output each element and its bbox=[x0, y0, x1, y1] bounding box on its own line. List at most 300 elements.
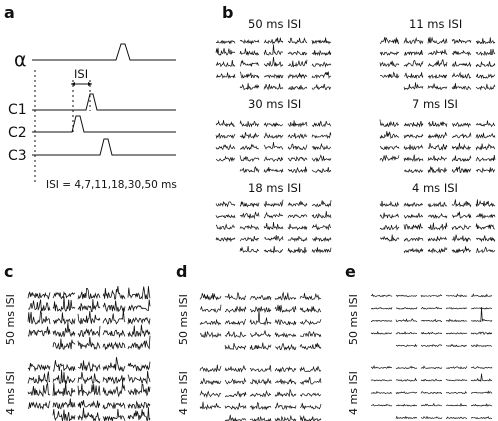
trace bbox=[312, 155, 331, 161]
trace bbox=[471, 345, 492, 347]
trace bbox=[404, 203, 423, 207]
trace bbox=[371, 294, 392, 296]
trace bbox=[476, 37, 495, 43]
trace bbox=[128, 286, 150, 299]
trace bbox=[275, 390, 296, 397]
trace bbox=[53, 312, 75, 324]
panel-c-row-label-4: 4 ms ISI bbox=[4, 371, 17, 415]
trace bbox=[396, 366, 417, 368]
trace bbox=[128, 371, 150, 384]
panel-b-title-7: 7 ms ISI bbox=[412, 97, 458, 111]
trace bbox=[404, 121, 423, 127]
trace bbox=[421, 332, 442, 334]
trace bbox=[250, 296, 271, 300]
trace bbox=[200, 331, 221, 337]
trace bbox=[380, 225, 399, 230]
trace bbox=[404, 249, 423, 253]
trace bbox=[200, 391, 221, 396]
trace bbox=[53, 370, 75, 384]
trace bbox=[216, 145, 235, 149]
trace bbox=[421, 417, 442, 419]
trace bbox=[471, 404, 492, 406]
trace bbox=[312, 247, 331, 252]
trace bbox=[476, 247, 495, 252]
trace bbox=[240, 202, 259, 207]
trace bbox=[452, 246, 471, 252]
trace bbox=[275, 344, 296, 350]
trace bbox=[380, 201, 399, 206]
trace bbox=[103, 286, 125, 299]
trace bbox=[380, 213, 399, 218]
trace bbox=[312, 132, 331, 138]
trace-grid-b-7 bbox=[380, 120, 495, 173]
trace bbox=[396, 295, 417, 296]
trace bbox=[240, 145, 259, 150]
trace bbox=[200, 379, 221, 385]
trace bbox=[288, 60, 307, 67]
trace bbox=[312, 84, 331, 90]
trace bbox=[446, 333, 467, 334]
trace bbox=[28, 363, 50, 370]
trace bbox=[275, 379, 296, 384]
trace bbox=[103, 403, 125, 409]
alpha-pulse-trace bbox=[32, 44, 176, 60]
trace bbox=[428, 236, 447, 241]
trace-grid-b-30 bbox=[216, 120, 331, 172]
trace bbox=[28, 327, 50, 337]
trace bbox=[128, 362, 150, 371]
panel-d-row-label-50: 50 ms ISI bbox=[177, 294, 190, 345]
trace bbox=[312, 200, 331, 206]
trace bbox=[288, 73, 307, 78]
trace bbox=[288, 215, 307, 218]
trace bbox=[380, 73, 399, 78]
trace bbox=[200, 320, 221, 325]
panel-e-row-label-4: 4 ms ISI bbox=[347, 371, 360, 415]
trace bbox=[216, 157, 235, 161]
trace bbox=[28, 292, 50, 299]
trace bbox=[476, 214, 495, 219]
trace bbox=[240, 225, 259, 229]
trace bbox=[216, 41, 235, 44]
trace bbox=[78, 299, 100, 312]
trace bbox=[446, 308, 467, 309]
trace bbox=[78, 400, 100, 408]
trace bbox=[312, 62, 331, 66]
trace bbox=[200, 293, 221, 300]
trace bbox=[216, 60, 235, 66]
trace bbox=[396, 332, 417, 334]
trace bbox=[396, 379, 417, 382]
trace bbox=[300, 319, 321, 324]
trace bbox=[428, 143, 447, 150]
trace bbox=[380, 37, 399, 44]
trace bbox=[312, 38, 331, 44]
trace bbox=[404, 135, 423, 138]
trace bbox=[452, 212, 471, 218]
trace bbox=[446, 345, 467, 347]
trace bbox=[300, 393, 321, 396]
trace bbox=[275, 305, 296, 312]
panel-label-a: a bbox=[4, 3, 15, 22]
trace bbox=[53, 360, 75, 371]
trace bbox=[264, 123, 283, 127]
trace bbox=[452, 51, 471, 55]
trace bbox=[225, 379, 246, 384]
panel-d bbox=[177, 293, 321, 421]
panel-b-title-30: 30 ms ISI bbox=[248, 97, 302, 111]
trace bbox=[103, 383, 125, 396]
trace bbox=[452, 123, 471, 127]
trace bbox=[380, 155, 399, 161]
trace bbox=[446, 294, 467, 296]
trace bbox=[288, 38, 307, 44]
trace bbox=[240, 132, 259, 138]
trace bbox=[288, 157, 307, 161]
panel-label-e: e bbox=[345, 262, 356, 281]
trace bbox=[404, 72, 423, 78]
trace bbox=[428, 223, 447, 230]
trace bbox=[264, 75, 283, 79]
trace bbox=[421, 392, 442, 394]
trace bbox=[452, 200, 471, 207]
trace bbox=[476, 84, 495, 90]
trace bbox=[404, 145, 423, 150]
trace bbox=[421, 295, 442, 297]
trace-grid-c-50 bbox=[28, 286, 150, 349]
trace bbox=[275, 333, 296, 337]
trace bbox=[396, 404, 417, 406]
trace bbox=[53, 297, 75, 312]
trace bbox=[371, 307, 392, 309]
trace bbox=[452, 83, 471, 90]
trace bbox=[28, 383, 50, 396]
channel-c1-trace bbox=[32, 94, 176, 110]
trace bbox=[421, 366, 442, 368]
trace bbox=[476, 121, 495, 127]
trace bbox=[225, 306, 246, 312]
trace bbox=[476, 236, 495, 242]
trace bbox=[264, 133, 283, 138]
trace-grid-e-4 bbox=[371, 366, 492, 419]
trace bbox=[200, 365, 221, 372]
trace bbox=[471, 294, 492, 296]
trace bbox=[452, 39, 471, 43]
trace bbox=[128, 407, 150, 420]
trace bbox=[103, 310, 125, 324]
trace bbox=[264, 38, 283, 44]
trace bbox=[275, 320, 296, 325]
isi-values-formula: ISI = 4,7,11,18,30,50 ms bbox=[46, 179, 177, 191]
trace bbox=[264, 84, 283, 90]
trace bbox=[312, 144, 331, 149]
trace bbox=[288, 236, 307, 241]
trace bbox=[476, 144, 495, 150]
panel-e-row-label-50: 50 ms ISI bbox=[347, 294, 360, 345]
trace bbox=[240, 72, 259, 78]
trace bbox=[288, 133, 307, 138]
trace bbox=[275, 403, 296, 410]
trace bbox=[312, 50, 331, 55]
trace bbox=[103, 330, 125, 336]
panel-b bbox=[216, 17, 495, 253]
trace bbox=[225, 392, 246, 397]
trace bbox=[421, 307, 442, 309]
trace bbox=[380, 131, 399, 138]
trace bbox=[446, 404, 467, 406]
trace bbox=[428, 202, 447, 207]
trace bbox=[53, 382, 75, 396]
trace-grid-b-18 bbox=[216, 200, 331, 253]
panel-b-title-18: 18 ms ISI bbox=[248, 181, 302, 195]
trace bbox=[128, 325, 150, 337]
trace bbox=[288, 247, 307, 253]
trace bbox=[28, 311, 50, 324]
trace bbox=[471, 374, 492, 382]
trace bbox=[452, 133, 471, 138]
trace bbox=[380, 120, 399, 127]
trace bbox=[288, 85, 307, 90]
trace bbox=[404, 224, 423, 230]
trace bbox=[428, 49, 447, 55]
trace bbox=[446, 417, 467, 418]
trace bbox=[250, 379, 271, 385]
trace bbox=[240, 246, 259, 252]
trace bbox=[471, 307, 492, 322]
trace-grid-b-11 bbox=[380, 37, 495, 90]
trace bbox=[371, 332, 392, 334]
panel-label-d: d bbox=[176, 262, 188, 281]
panel-b-title-50: 50 ms ISI bbox=[248, 17, 302, 31]
trace bbox=[128, 318, 150, 324]
trace bbox=[250, 417, 271, 421]
trace bbox=[380, 146, 399, 150]
trace bbox=[288, 51, 307, 55]
trace bbox=[428, 121, 447, 126]
trace bbox=[446, 366, 467, 368]
channel-c3-trace bbox=[32, 139, 176, 155]
trace bbox=[446, 319, 467, 321]
trace bbox=[264, 222, 283, 230]
panel-c-row-label-50: 50 ms ISI bbox=[4, 294, 17, 345]
trace-grid-d-4 bbox=[200, 365, 321, 421]
trace bbox=[240, 83, 259, 90]
panel-a-schematic bbox=[8, 44, 177, 191]
trace bbox=[371, 366, 392, 369]
trace bbox=[396, 392, 417, 394]
trace bbox=[28, 300, 50, 312]
trace bbox=[404, 38, 423, 44]
trace-grid-e-50 bbox=[371, 294, 492, 346]
trace bbox=[452, 61, 471, 66]
trace bbox=[396, 319, 417, 322]
trace bbox=[471, 332, 492, 334]
trace-grid-d-50 bbox=[200, 293, 321, 350]
trace bbox=[275, 416, 296, 421]
trace-grid-b-50 bbox=[216, 38, 331, 90]
trace bbox=[240, 155, 259, 161]
trace bbox=[380, 52, 399, 55]
trace bbox=[371, 320, 392, 321]
trace bbox=[240, 61, 259, 67]
trace bbox=[250, 331, 271, 337]
trace bbox=[225, 415, 246, 421]
trace bbox=[312, 237, 331, 241]
trace bbox=[225, 403, 246, 409]
trace bbox=[216, 202, 235, 207]
trace bbox=[471, 417, 492, 419]
trace bbox=[264, 213, 283, 218]
trace bbox=[28, 401, 50, 409]
trace bbox=[216, 215, 235, 218]
trace bbox=[78, 408, 100, 421]
trace bbox=[103, 409, 125, 421]
trace bbox=[225, 319, 246, 324]
trace bbox=[216, 73, 235, 78]
trace bbox=[128, 384, 150, 395]
trace bbox=[404, 155, 423, 161]
trace bbox=[288, 120, 307, 126]
trace bbox=[275, 293, 296, 300]
trace bbox=[300, 293, 321, 300]
trace bbox=[371, 404, 392, 406]
trace bbox=[404, 170, 423, 173]
trace bbox=[452, 156, 471, 162]
trace bbox=[380, 61, 399, 67]
trace bbox=[264, 157, 283, 161]
trace bbox=[275, 367, 296, 371]
trace-grid-b-4 bbox=[380, 199, 495, 252]
trace bbox=[240, 212, 259, 218]
panel-e bbox=[347, 294, 492, 419]
trace bbox=[200, 402, 221, 409]
trace bbox=[250, 343, 271, 350]
trace bbox=[371, 392, 392, 394]
isi-label: ISI bbox=[74, 67, 89, 81]
trace bbox=[240, 236, 259, 241]
trace bbox=[428, 248, 447, 253]
trace bbox=[421, 379, 442, 381]
panel-d-row-label-4: 4 ms ISI bbox=[177, 371, 190, 415]
trace bbox=[371, 380, 392, 381]
trace bbox=[421, 345, 442, 347]
trace bbox=[264, 57, 283, 66]
trace bbox=[428, 132, 447, 138]
trace bbox=[428, 75, 447, 78]
trace bbox=[300, 377, 321, 384]
trace bbox=[78, 311, 100, 324]
trace bbox=[225, 366, 246, 372]
trace bbox=[404, 60, 423, 66]
trace bbox=[53, 339, 75, 350]
channel-label-c2: C2 bbox=[8, 125, 27, 141]
trace bbox=[428, 156, 447, 161]
trace bbox=[476, 155, 495, 161]
trace bbox=[312, 167, 331, 172]
trace bbox=[452, 143, 471, 150]
trace bbox=[225, 343, 246, 350]
trace bbox=[428, 167, 447, 173]
trace bbox=[216, 133, 235, 138]
trace bbox=[128, 402, 150, 409]
trace bbox=[78, 372, 100, 384]
trace-grid-c-4 bbox=[28, 357, 150, 421]
trace bbox=[300, 416, 321, 421]
trace bbox=[78, 326, 100, 337]
trace bbox=[200, 305, 221, 313]
trace bbox=[300, 403, 321, 409]
trace bbox=[476, 199, 495, 206]
trace bbox=[476, 167, 495, 172]
trace bbox=[452, 225, 471, 229]
trace bbox=[300, 366, 321, 372]
trace bbox=[216, 48, 235, 55]
trace bbox=[396, 345, 417, 347]
trace bbox=[216, 120, 235, 126]
trace bbox=[128, 336, 150, 349]
trace bbox=[428, 60, 447, 67]
trace bbox=[404, 213, 423, 218]
trace bbox=[264, 246, 283, 252]
trace bbox=[471, 367, 492, 369]
trace bbox=[264, 235, 283, 241]
trace bbox=[28, 372, 50, 384]
panel-label-c: c bbox=[4, 262, 14, 281]
trace bbox=[471, 391, 492, 393]
trace bbox=[78, 384, 100, 396]
trace bbox=[240, 121, 259, 126]
trace bbox=[396, 417, 417, 419]
trace bbox=[300, 306, 321, 312]
trace bbox=[312, 121, 331, 127]
panel-c bbox=[4, 286, 150, 421]
trace bbox=[452, 167, 471, 173]
trace bbox=[476, 49, 495, 55]
trace bbox=[476, 61, 495, 66]
trace bbox=[476, 74, 495, 78]
trace bbox=[312, 211, 331, 218]
trace bbox=[428, 214, 447, 218]
trace bbox=[421, 320, 442, 322]
trace bbox=[216, 238, 235, 241]
trace bbox=[78, 337, 100, 349]
trace bbox=[128, 300, 150, 311]
trace bbox=[288, 224, 307, 230]
channel-label-c1: C1 bbox=[8, 102, 27, 118]
trace bbox=[103, 301, 125, 312]
trace bbox=[78, 360, 100, 371]
panel-label-b: b bbox=[222, 3, 234, 22]
trace bbox=[250, 306, 271, 312]
trace bbox=[446, 392, 467, 394]
trace bbox=[452, 235, 471, 241]
trace bbox=[240, 167, 259, 172]
trace bbox=[404, 82, 423, 89]
trace bbox=[250, 403, 271, 409]
trace bbox=[396, 307, 417, 309]
trace bbox=[225, 331, 246, 337]
trace bbox=[452, 73, 471, 78]
trace bbox=[312, 225, 331, 230]
panel-b-title-11: 11 ms ISI bbox=[409, 17, 463, 31]
trace bbox=[264, 45, 283, 56]
trace bbox=[288, 201, 307, 206]
trace bbox=[53, 409, 75, 421]
trace bbox=[53, 399, 75, 409]
trace bbox=[78, 288, 100, 299]
trace bbox=[288, 167, 307, 173]
trace bbox=[240, 48, 259, 55]
